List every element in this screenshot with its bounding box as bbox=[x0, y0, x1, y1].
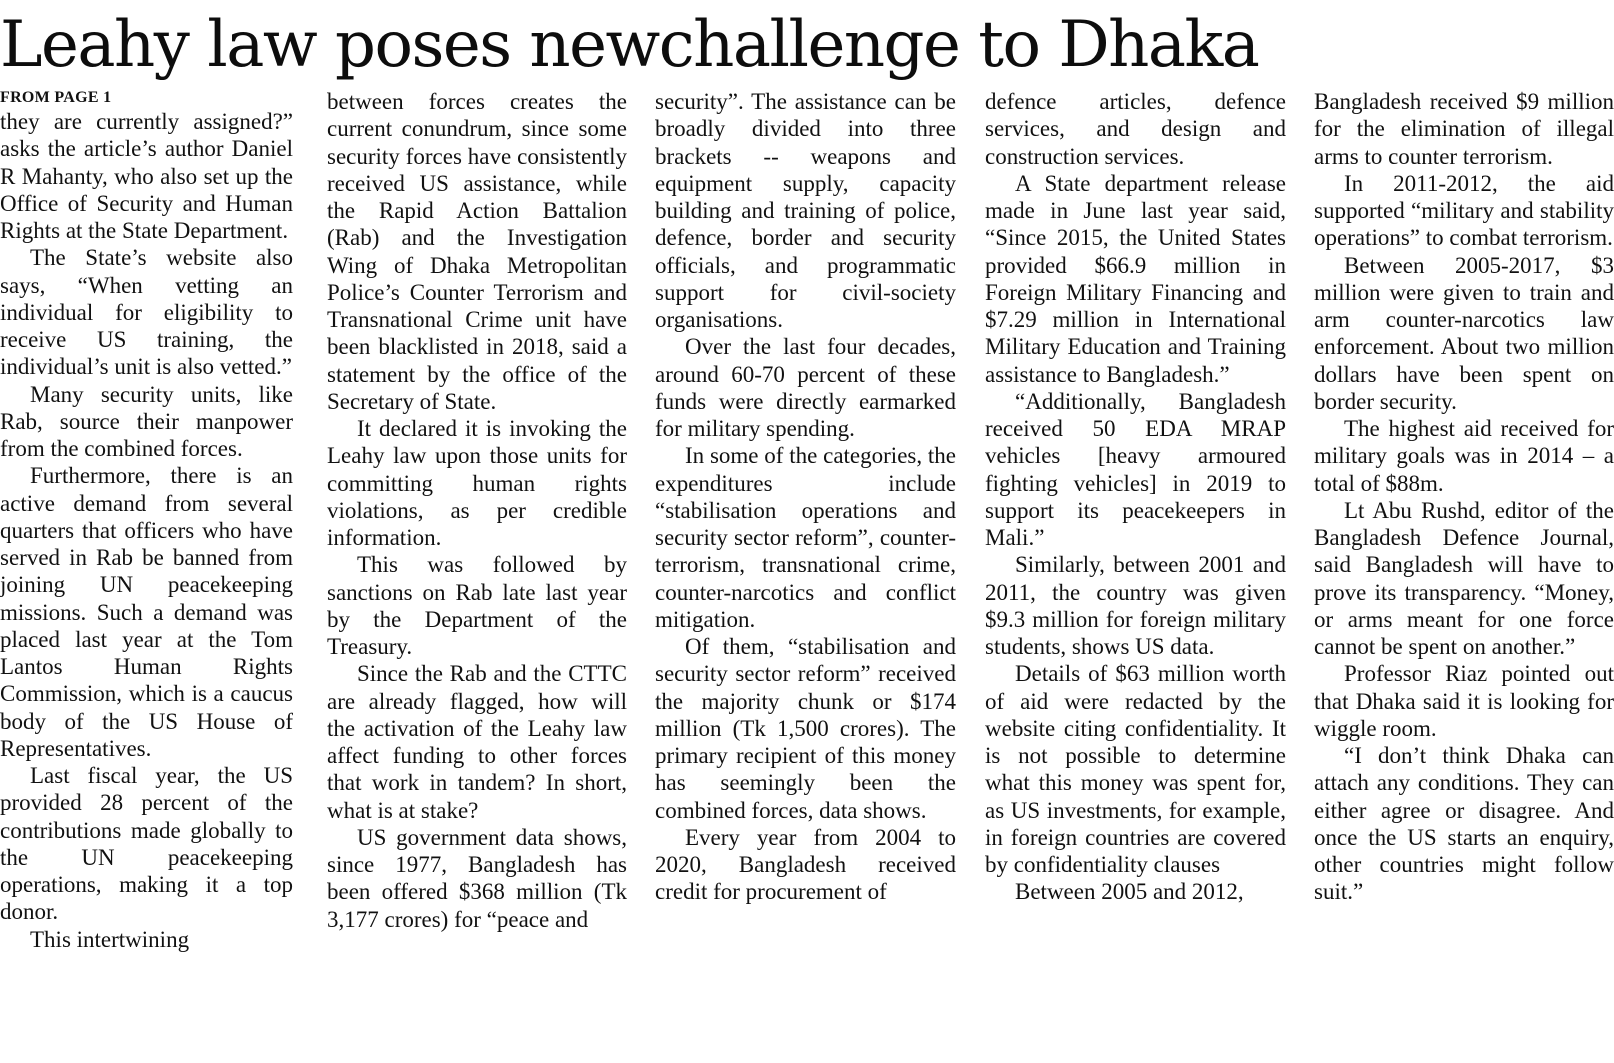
paragraph: Between 2005 and 2012, bbox=[1015, 879, 1244, 905]
paragraph: security”. The assistance can be broadly divided into three brackets -- weapons and equipment supply, capacity building and training of police, defence, border and security officials, and programmatic support for civil-society organisations. bbox=[655, 89, 956, 332]
paragraph: “I don’t think Dhaka can attach any conditions. They can either agree or disagree. And once the US starts an enquiry, other countries might follow suit.” bbox=[1314, 743, 1614, 905]
paragraph: Details of $63 million worth of aid were redacted by the website citing confidentiality. It is not possible to determine what this money was spent for, as US investments, for example, in foreign countries are covered by confidentiality clauses bbox=[985, 661, 1286, 877]
paragraph: The State’s website also says, “When vetting an individual for eligibility to receive US training, the individual’s unit is also vetted.” bbox=[0, 245, 293, 380]
paragraph: defence articles, defence services, and design and construction services. bbox=[985, 89, 1286, 169]
paragraph: between forces creates the current conundrum, since some security forces have consistently received US assistance, while the Rapid Action Battalion (Rab) and the Investigation Wing of Dhaka Metropolitan Police’s Counter Terrorism and Transnational Crime unit have been blacklisted in 2018, said a statement by the office of the Secretary of State. bbox=[327, 89, 627, 414]
paragraph: This was followed by sanctions on Rab late last year by the Department of the Treasury. bbox=[327, 552, 627, 659]
paragraph: US government data shows, since 1977, Bangladesh has been offered $368 million (Tk 3,177 crores) for “peace and bbox=[327, 824, 627, 932]
article-column-1 bbox=[0, 88, 293, 1063]
paragraph: Many security units, like Rab, source their manpower from the combined forces. bbox=[0, 381, 293, 461]
article-column-3 bbox=[655, 88, 956, 1063]
article-column-5 bbox=[1314, 88, 1614, 1063]
paragraph: Of them, “stabilisation and security sector reform” received the majority chunk or $174 million (Tk 1,500 crores). The primary recipient of this money has seemingly been the combined forces, data shows. bbox=[655, 634, 956, 823]
paragraph: Bangladesh received $9 million for the elimination of illegal arms to counter terrorism. bbox=[1314, 89, 1614, 169]
paragraph: Furthermore, there is an active demand from several quarters that officers who have served in Rab be banned from joining UN peacekeeping missions. Such a demand was placed last year at the Tom Lantos Human Rights Commission, which is a caucus body of the US House of Representatives. bbox=[0, 463, 293, 761]
paragraph: Similarly, between 2001 and 2011, the country was given $9.3 million for foreign military students, shows US data. bbox=[985, 552, 1286, 659]
paragraph: Between 2005-2017, $3 million were given to train and arm counter-narcotics law enforcement. About two million dollars have been spent on border security. bbox=[1314, 252, 1614, 414]
continuation-kicker: FROM PAGE 1 bbox=[0, 89, 112, 106]
paragraph: Every year from 2004 to 2020, Bangladesh received credit for procurement of bbox=[655, 824, 956, 905]
paragraph: Since the Rab and the CTTC are already flagged, how will the activation of the Leahy law affect funding to other forces that work in tandem? In short, what is at stake? bbox=[327, 661, 627, 823]
article-column-4 bbox=[985, 88, 1286, 1063]
paragraph: Last fiscal year, the US provided 28 percent of the contributions made globally to the UN peacekeeping operations, making it a top donor. bbox=[0, 763, 293, 925]
paragraph: The highest aid received for military goals was in 2014 – a total of $88m. bbox=[1314, 416, 1614, 496]
paragraph: It declared it is invoking the Leahy law upon those units for committing human rights violations, as per credible information. bbox=[327, 416, 627, 550]
paragraph: “Additionally, Bangladesh received 50 EDA MRAP vehicles [heavy armoured fighting vehicles] in 2019 to support its peacekeepers in Mali.” bbox=[985, 388, 1286, 550]
paragraph: In 2011-2012, the aid supported “military and stability operations” to combat terrorism. bbox=[1314, 170, 1614, 251]
article-column-2 bbox=[327, 88, 627, 1063]
paragraph: This intertwining bbox=[30, 926, 190, 952]
paragraph: Professor Riaz pointed out that Dhaka said it is looking for wiggle room. bbox=[1314, 661, 1614, 741]
paragraph: Over the last four decades, around 60-70 percent of these funds were directly earmarked for military spending. bbox=[655, 334, 956, 441]
paragraph: A State department release made in June last year said, “Since 2015, the United States provided $66.9 million in Foreign Military Financing and $7.29 million in International Military Education and Training assistance to Bangladesh.” bbox=[985, 170, 1286, 387]
paragraph: they are currently assigned?” asks the article’s author Daniel R Mahanty, who also set up the Office of Security and Human Rights at the State Department. bbox=[0, 109, 293, 243]
headline: Leahy law poses newchallenge to Dhaka bbox=[0, 8, 1259, 82]
paragraph: Lt Abu Rushd, editor of the Bangladesh Defence Journal, said Bangladesh will have to prove its transparency. “Money, or arms meant for one force cannot be spent on another.” bbox=[1314, 497, 1614, 659]
paragraph: In some of the categories, the expenditures include “stabilisation operations and security sector reform”, counter-terrorism, transnational crime, counter-narcotics and conflict mitigation. bbox=[655, 443, 956, 632]
